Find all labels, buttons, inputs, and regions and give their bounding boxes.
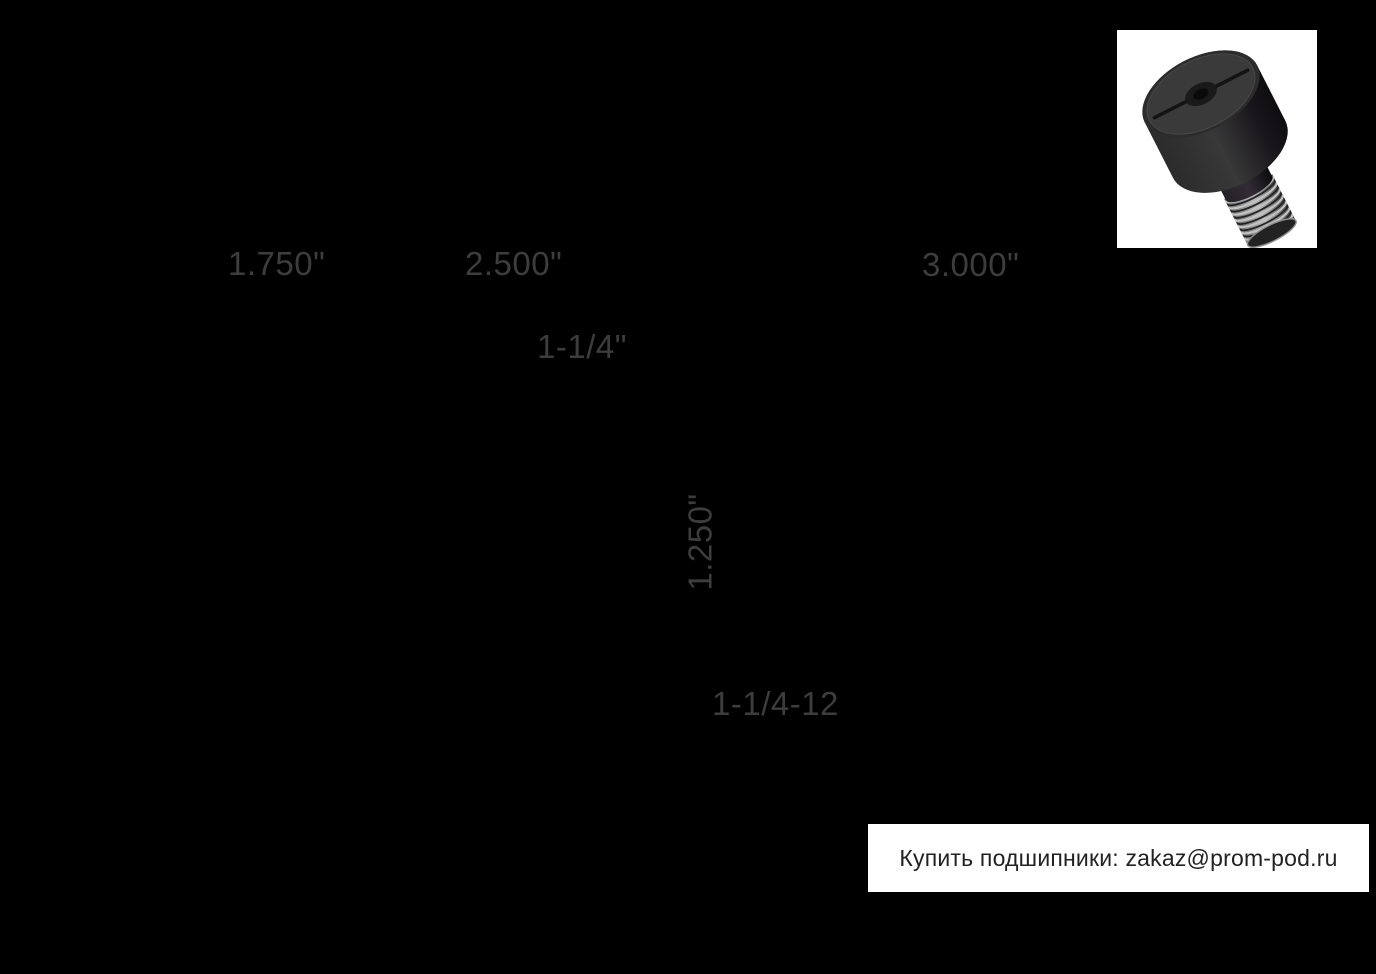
product-photo: [1117, 30, 1317, 248]
dim-label-roller-width: 1.750": [228, 245, 326, 282]
dim-label-thread-spec: 1-1/4-12: [712, 685, 839, 722]
contact-banner-text: Купить подшипники: zakaz@prom-pod.ru: [899, 844, 1338, 871]
cam-follower-bearing-icon: [1117, 30, 1317, 248]
dim-label-overall-length: 3.000": [922, 246, 1020, 283]
dim-label-stud-length: 1.250": [681, 493, 719, 591]
contact-banner: [868, 824, 1369, 892]
dim-label-roller-diameter: 2.500": [465, 245, 563, 282]
dim-label-stud-diameter: 1-1/4": [537, 328, 627, 365]
